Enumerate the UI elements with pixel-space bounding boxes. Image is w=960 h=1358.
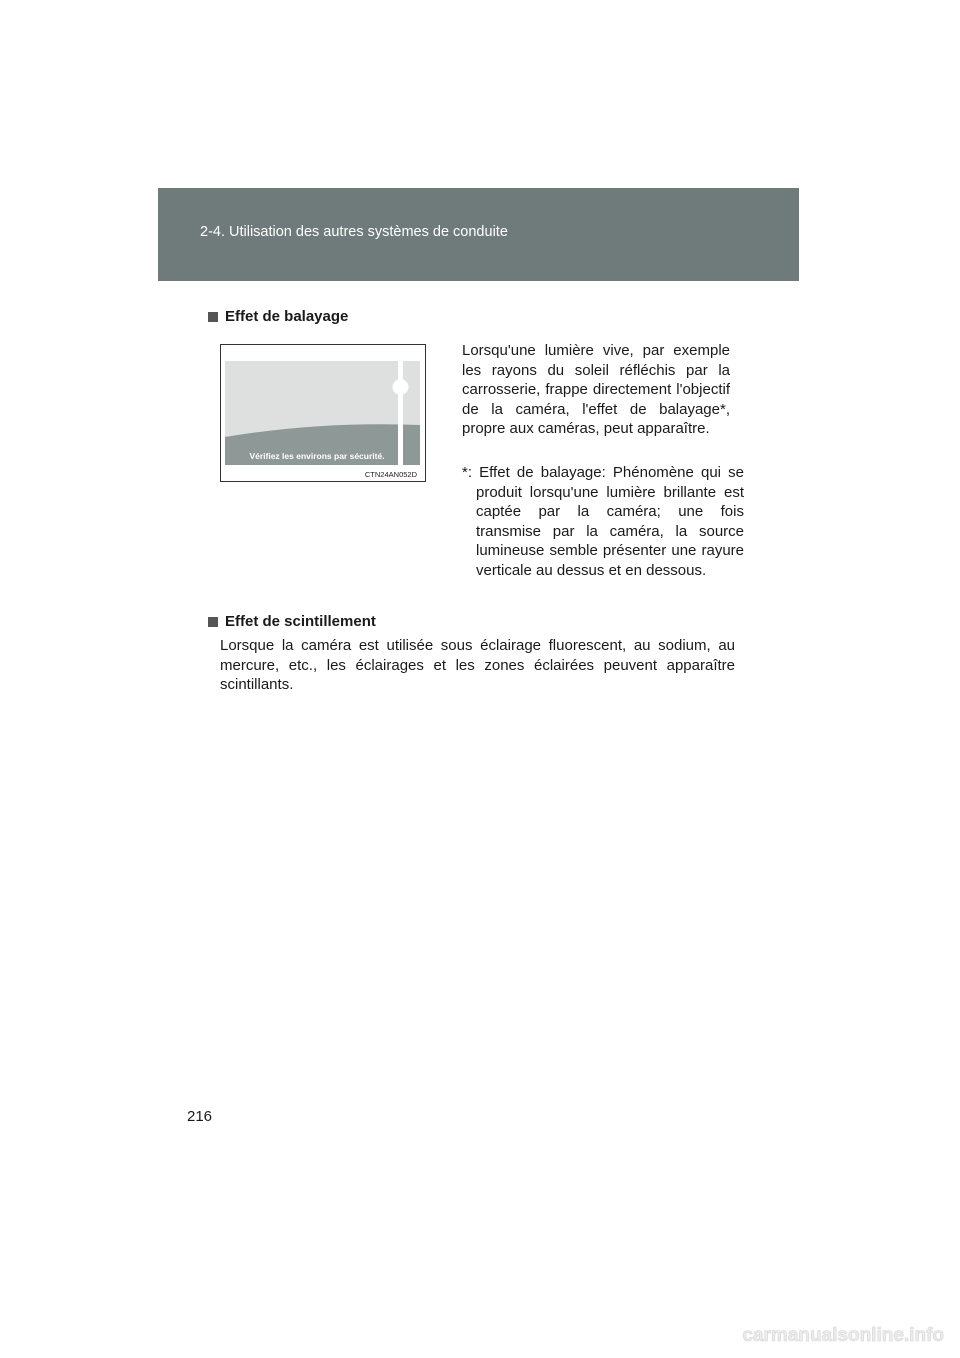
square-bullet-icon (208, 617, 218, 627)
camera-smear-figure (220, 344, 426, 482)
square-bullet-icon (208, 312, 218, 322)
watermark-logo (706, 1320, 946, 1348)
chapter-header (158, 188, 799, 281)
section-title-text: Effet de scintillement (225, 613, 376, 630)
page-number: 216 (187, 1108, 213, 1125)
screen-message: Vérifiez les environs par sécurité. (249, 451, 385, 461)
figure-code: CTN24AN052D (364, 470, 417, 479)
watermark-text: carmanualsonline.info (742, 1325, 944, 1346)
balayage-paragraph: Lorsqu'une lumière vive, par exemple les rayons du soleil réfléchis par la carrosserie, frappe directement l'objectif de la caméra, l'effet de balayage*, propre aux caméras, peut apparaître. (462, 342, 730, 438)
balayage-footnote: *: Effet de balayage: Phénomène qui se produit lorsqu'une lumière brillante est captée par la caméra; une fois transmise par la caméra, la source lumineuse semble présenter une rayure verticale au dessus et en dessous. (462, 464, 744, 579)
section-title-balayage (208, 308, 348, 325)
camera-screen-illustration (221, 345, 424, 480)
section-title-scintillement (208, 613, 376, 630)
section-title-text: Effet de balayage (225, 308, 349, 325)
sun-glare-icon (393, 379, 409, 395)
smear-streak (398, 357, 403, 465)
scintillement-paragraph: Lorsque la caméra est utilisée sous éclairage fluorescent, au sodium, au mercure, etc., les éclairages et les zones éclairées peuvent apparaître scintillants. (220, 637, 735, 694)
chapter-title: 2-4. Utilisation des autres systèmes de conduite (200, 224, 508, 240)
